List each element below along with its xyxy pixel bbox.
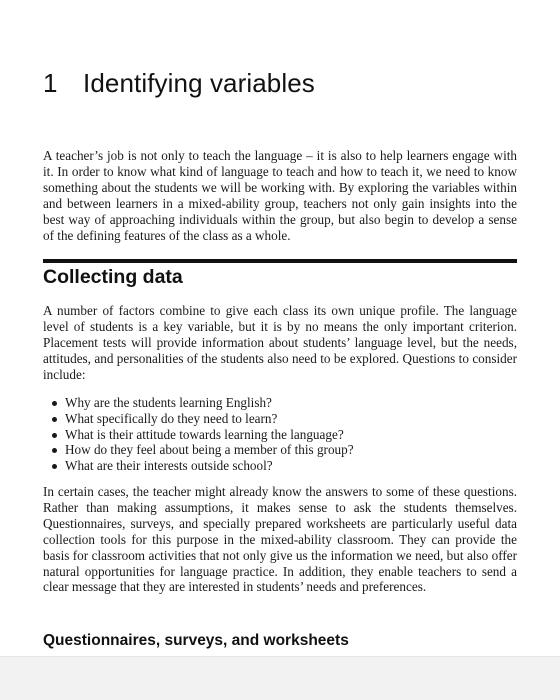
list-item <box>43 411 517 427</box>
bullet-icon <box>52 464 57 469</box>
bottom-bar <box>0 656 560 700</box>
section-divider <box>43 259 517 263</box>
bullet-icon <box>52 401 57 406</box>
questions-list <box>43 395 517 474</box>
bullet-icon <box>52 448 57 453</box>
section-heading: Collecting data <box>43 266 183 288</box>
list-item-text: What are their interests outside school? <box>65 458 273 474</box>
list-item-text: Why are the students learning English? <box>65 395 272 410</box>
list-item-text: What is their attitude towards learning the language? <box>65 426 344 442</box>
chapter-title <box>43 68 315 99</box>
section-paragraph-2: In certain cases, the teacher might already know the answers to some of these questions. Rather than making assumptions, it makes sense to ask the students themselves. Questionnaires, surveys, and specially prepared worksheets are particularly useful data collection tools for this purpose in the mixed-ability classroom. They can provide the basis for classroom activities that not only give us the information we need, but also offer natural opportunities for language practice. In addition, they enable teachers to send a clear message that they are interested in students’ needs and preferences. <box>43 484 517 595</box>
list-item <box>43 427 517 443</box>
chapter-title-text: Identifying variables <box>83 68 315 98</box>
list-item-text: How do they feel about being a member of this group? <box>65 442 354 458</box>
subsection-heading: Questionnaires, surveys, and worksheets <box>43 632 349 649</box>
list-item <box>43 442 517 458</box>
bullet-icon <box>52 417 57 422</box>
list-item <box>43 458 517 474</box>
bullet-icon <box>52 433 57 438</box>
section-paragraph-1: A number of factors combine to give each class its own unique profile. The language level of students is a key variable, but it is by no means the only important criterion. Placement tests will provide information about students’ language level, but the needs, attitudes, and personalities of the students also need to be explored. Questions to consider include: <box>43 303 517 382</box>
list-item-text: What specifically do they need to learn? <box>65 410 278 426</box>
list-item <box>43 395 517 411</box>
intro-paragraph: A teacher’s job is not only to teach the language – it is also to help learners engage with it. In order to know what kind of language to teach and how to teach it, we need to know something about the students we will be working with. By exploring the variables within and between learners in a mixed-ability group, teachers not only gain insights into the best way of approaching individuals within the group, but also begin to develop a sense of the defining features of the class as a whole. <box>43 148 517 243</box>
chapter-number: 1 <box>43 68 58 98</box>
